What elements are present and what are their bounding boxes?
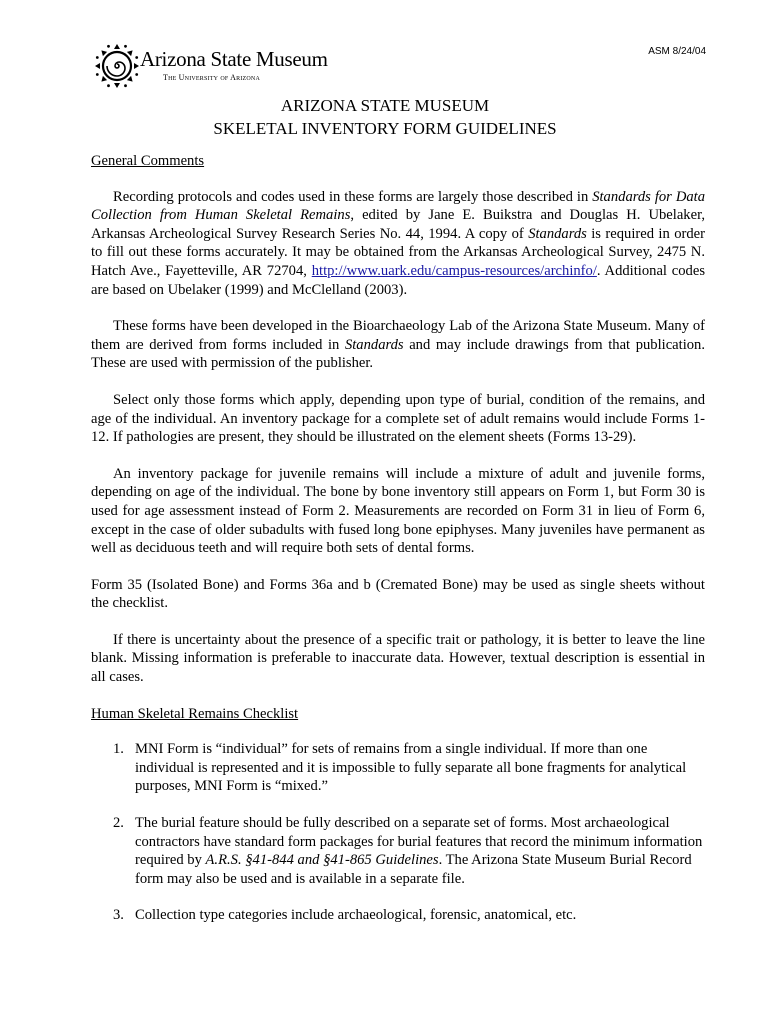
- general-comments-heading: General Comments: [91, 153, 205, 169]
- citation-title: Standards for Data Collection from Human Skeletal Remains: [91, 188, 706, 224]
- list-item-text: MNI Form is “individual” for sets of remains from a single individual. If more than one individual is represented and it is impossible to fully separate all bone fragments for analytical purposes, MNI Form is “mixed.”: [135, 741, 687, 795]
- logo-museum-name: Arizona State Museum: [140, 47, 328, 71]
- logo-university-name: The University of Arizona: [163, 73, 260, 82]
- list-item-number: 2.: [113, 815, 124, 832]
- checklist-heading: Human Skeletal Remains Checklist: [91, 705, 299, 722]
- archinfo-link[interactable]: http://www.uark.edu/campus-resources/archinfo/: [311, 262, 597, 279]
- text-run: . The Arizona State Museum Burial Record form may also be used and is available in a separate file.: [135, 852, 692, 887]
- list-item: [91, 906, 705, 925]
- sun-spiral-emblem-icon: [93, 42, 141, 90]
- paragraph-bioarchaeology-lab: [91, 317, 705, 373]
- list-item-text: Collection type categories include archaeological, forensic, anatomical, etc.: [135, 907, 577, 924]
- list-item-number: 1.: [113, 741, 124, 758]
- text-run: Recording protocols and codes used in these forms are largely those described in: [113, 188, 593, 205]
- document-body: [91, 152, 705, 943]
- list-item-number: 3.: [113, 907, 124, 924]
- museum-logo: [93, 42, 328, 92]
- text-run: These forms have been developed in the Bioarchaeology Lab of the Arizona State Museum. Many of them are derived from forms included in: [91, 318, 705, 353]
- paragraph-standards: [91, 188, 705, 300]
- text-run: , edited by Jane E. Buikstra and Douglas H. Ubelaker, Arkansas Archeological Survey Research Series No. 44, 1994. A copy of: [91, 207, 705, 242]
- checklist-list: [91, 740, 705, 925]
- list-item-text: [135, 815, 702, 887]
- text-run: and may include drawings from that publication. These are used with permission of the publisher.: [91, 336, 705, 372]
- paragraph-form-selection: Select only those forms which apply, depending upon type of burial, condition of the remains, and age of the individual. An inventory package for a complete set of adult remains would include Forms 1-12. If pathologies are present, they should be illustrated on the element sheets (Forms 13-29).: [91, 391, 705, 446]
- citation-short-title: Standards: [528, 225, 587, 242]
- document-id: ASM 8/24/04: [648, 46, 706, 57]
- list-item: [91, 814, 705, 888]
- citation-short-title: Standards: [344, 336, 404, 353]
- title-line-2: SKELETAL INVENTORY FORM GUIDELINES: [213, 119, 557, 138]
- paragraph-single-sheets: Form 35 (Isolated Bone) and Forms 36a and b (Cremated Bone) may be used as single sheets without the checklist.: [91, 576, 705, 612]
- text-run: The burial feature should be fully described on a separate set of forms. Most archaeological contractors have standard form packages for burial features that record the minimum information required by: [135, 815, 703, 869]
- text-run: . Additional codes are based on Ubelaker (1999) and McClelland (2003).: [91, 262, 706, 298]
- statute-citation: A.R.S. §41-844 and §41-865 Guidelines: [205, 852, 439, 869]
- text-run: is required in order to fill out these forms accurately. It may be obtained from the Arkansas Archeological Survey, 2475 N. Hatch Ave., Fayetteville, AR 72704,: [91, 225, 705, 279]
- paragraph-uncertainty: If there is uncertainty about the presence of a specific trait or pathology, it is better to leave the line blank. Missing information is preferable to inaccurate data. However, textual description is essential in all cases.: [91, 631, 705, 686]
- paragraph-juvenile-package: An inventory package for juvenile remains will include a mixture of adult and juvenile forms, depending on age of the individual. The bone by bone inventory still appears on Form 1, but Form 30 is used for age assessment instead of Form 2. Measurements are recorded on Form 31 in lieu of Form 6, except in the case of older subadults with fused long bone epiphyses. Many juveniles have permanent as well as deciduous teeth and will require both sets of dental forms.: [91, 465, 705, 557]
- title-line-1: ARIZONA STATE MUSEUM: [280, 96, 490, 115]
- list-item: [91, 740, 705, 796]
